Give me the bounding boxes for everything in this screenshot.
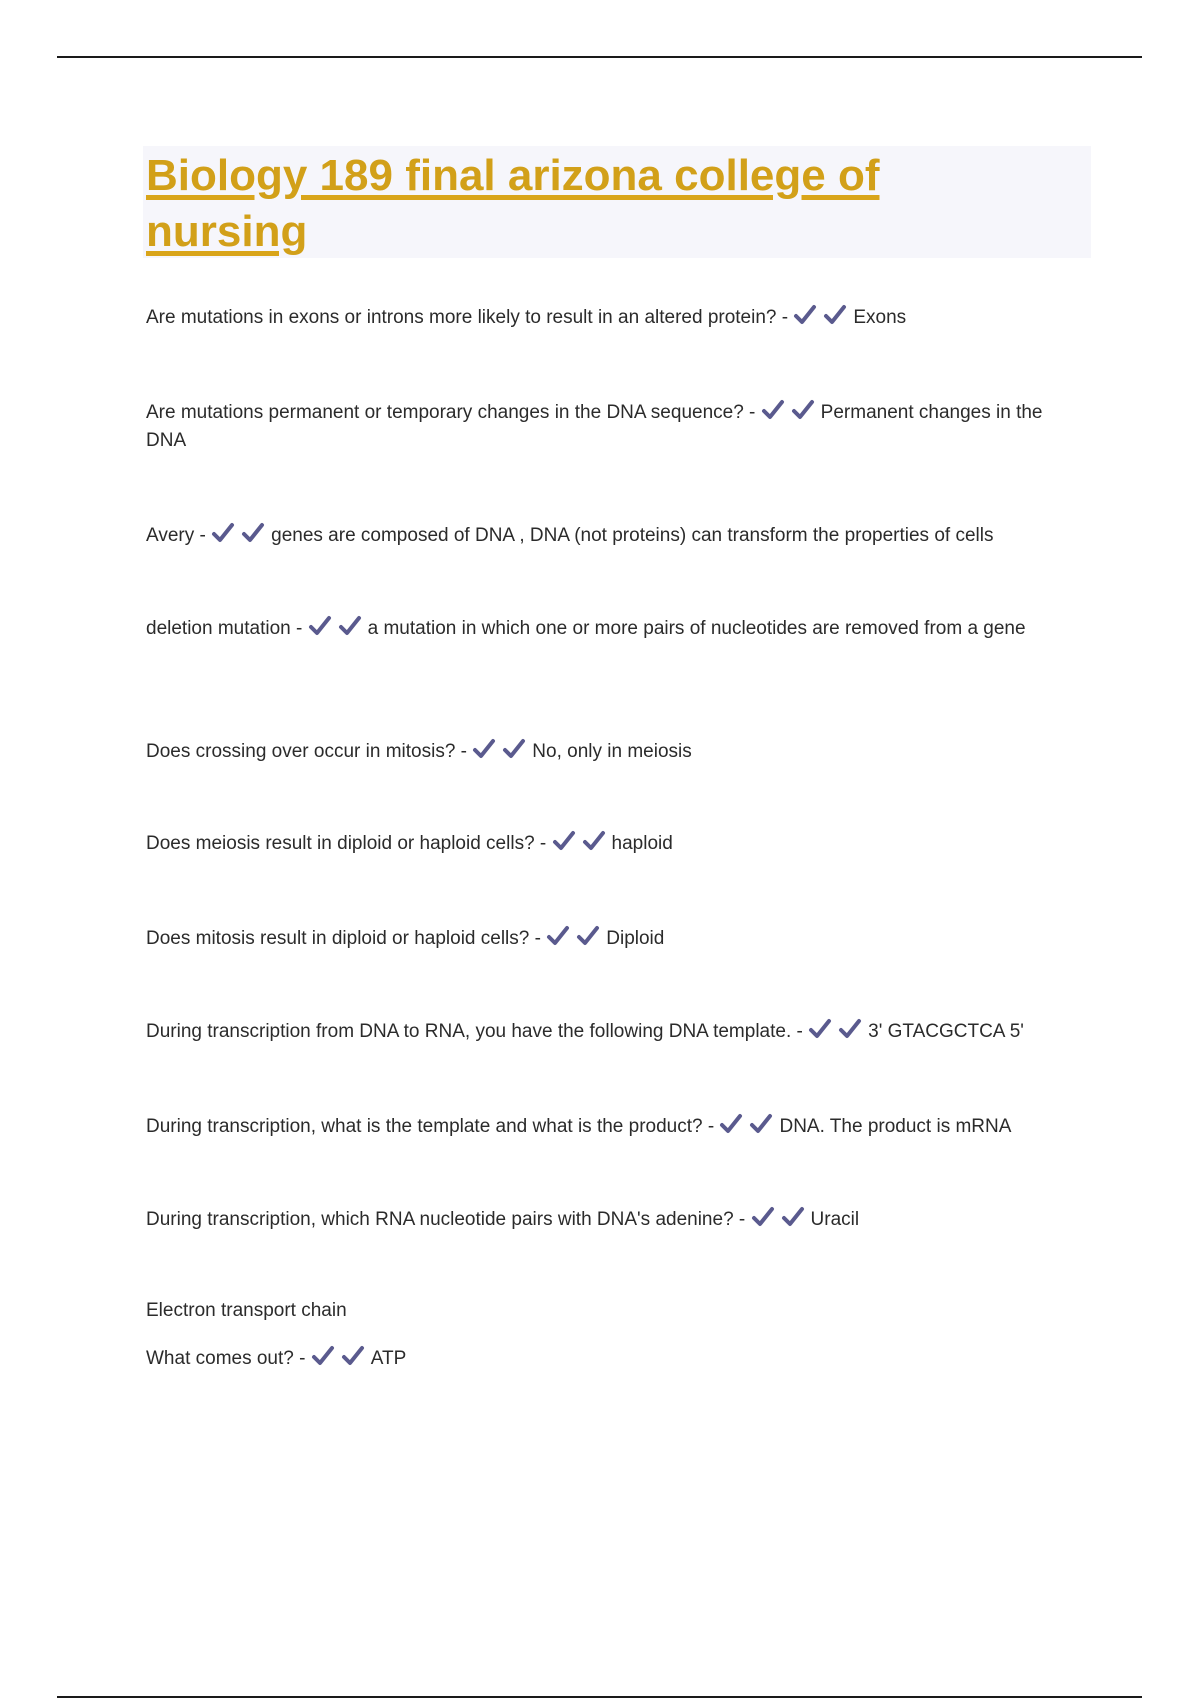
check-mark-icon bbox=[808, 1018, 832, 1040]
item-heading-text: Electron transport chain bbox=[146, 1300, 347, 1321]
document-title bbox=[146, 148, 1046, 260]
question-text: Does crossing over occur in mitosis? - bbox=[146, 741, 467, 762]
question-text: Are mutations permanent or temporary changes in the DNA sequence? - bbox=[146, 402, 756, 423]
check-mark-icon bbox=[582, 830, 606, 852]
question-text: During transcription, what is the template and what is the product? - bbox=[146, 1116, 715, 1137]
check-mark-icon bbox=[552, 830, 576, 852]
check-mark-icon bbox=[576, 925, 600, 947]
qa-item-5 bbox=[146, 738, 1076, 766]
check-mark-icon bbox=[546, 925, 570, 947]
question-text: During transcription from DNA to RNA, you have the following DNA template. - bbox=[146, 1021, 803, 1042]
qa-item-8 bbox=[146, 1018, 1076, 1046]
check-mark-icon bbox=[341, 1345, 365, 1367]
answer-text: ATP bbox=[370, 1348, 407, 1369]
check-mark-icon bbox=[719, 1113, 743, 1135]
check-mark-icon bbox=[502, 738, 526, 760]
check-mark-icon bbox=[472, 738, 496, 760]
question-text: deletion mutation - bbox=[146, 618, 303, 639]
answer-text: Diploid bbox=[606, 928, 665, 949]
answer-text: Exons bbox=[853, 307, 907, 328]
qa-item-4 bbox=[146, 615, 1076, 643]
answer-text: a mutation in which one or more pairs of nucleotides are removed from a gene bbox=[367, 618, 1026, 639]
question-text: Are mutations in exons or introns more likely to result in an altered protein? - bbox=[146, 307, 789, 328]
header-rule bbox=[57, 56, 1142, 58]
answer-text: Uracil bbox=[810, 1209, 860, 1230]
check-mark-icon bbox=[838, 1018, 862, 1040]
qa-item-2 bbox=[146, 399, 1076, 455]
qa-item-6 bbox=[146, 830, 1076, 858]
question-text: During transcription, which RNA nucleotide pairs with DNA's adenine? - bbox=[146, 1209, 746, 1230]
check-mark-icon bbox=[211, 522, 235, 544]
check-mark-icon bbox=[823, 304, 847, 326]
check-mark-icon bbox=[749, 1113, 773, 1135]
check-mark-icon bbox=[241, 522, 265, 544]
answer-text: 3' GTACGCTCA 5' bbox=[868, 1021, 1024, 1042]
answer-text: genes are composed of DNA , DNA (not proteins) can transform the properties of cells bbox=[271, 525, 994, 546]
question-text: Does mitosis result in diploid or haploid cells? - bbox=[146, 928, 541, 949]
check-mark-icon bbox=[793, 304, 817, 326]
check-mark-icon bbox=[761, 399, 785, 421]
answer-text: Permanent changes in the DNA bbox=[146, 402, 1043, 451]
answer-text: DNA. The product is mRNA bbox=[779, 1116, 1012, 1137]
qa-item-3 bbox=[146, 522, 1076, 550]
qa-item-9 bbox=[146, 1113, 1076, 1141]
qa-item-11-heading bbox=[146, 1297, 1076, 1325]
answer-text: No, only in meiosis bbox=[532, 741, 692, 762]
answer-text: haploid bbox=[611, 833, 673, 854]
check-mark-icon bbox=[308, 615, 332, 637]
question-text: Does meiosis result in diploid or haploid cells? - bbox=[146, 833, 547, 854]
qa-item-10 bbox=[146, 1206, 1076, 1234]
question-text: Avery - bbox=[146, 525, 206, 546]
check-mark-icon bbox=[751, 1206, 775, 1228]
qa-item-7 bbox=[146, 925, 1076, 953]
question-text: What comes out? - bbox=[146, 1348, 306, 1369]
qa-item-11 bbox=[146, 1345, 1076, 1373]
check-mark-icon bbox=[311, 1345, 335, 1367]
check-mark-icon bbox=[338, 615, 362, 637]
document-title-text: Biology 189 final arizona college of nursing bbox=[146, 151, 880, 256]
check-mark-icon bbox=[781, 1206, 805, 1228]
qa-item-1 bbox=[146, 304, 1076, 332]
check-mark-icon bbox=[791, 399, 815, 421]
footer-rule bbox=[57, 1696, 1142, 1698]
